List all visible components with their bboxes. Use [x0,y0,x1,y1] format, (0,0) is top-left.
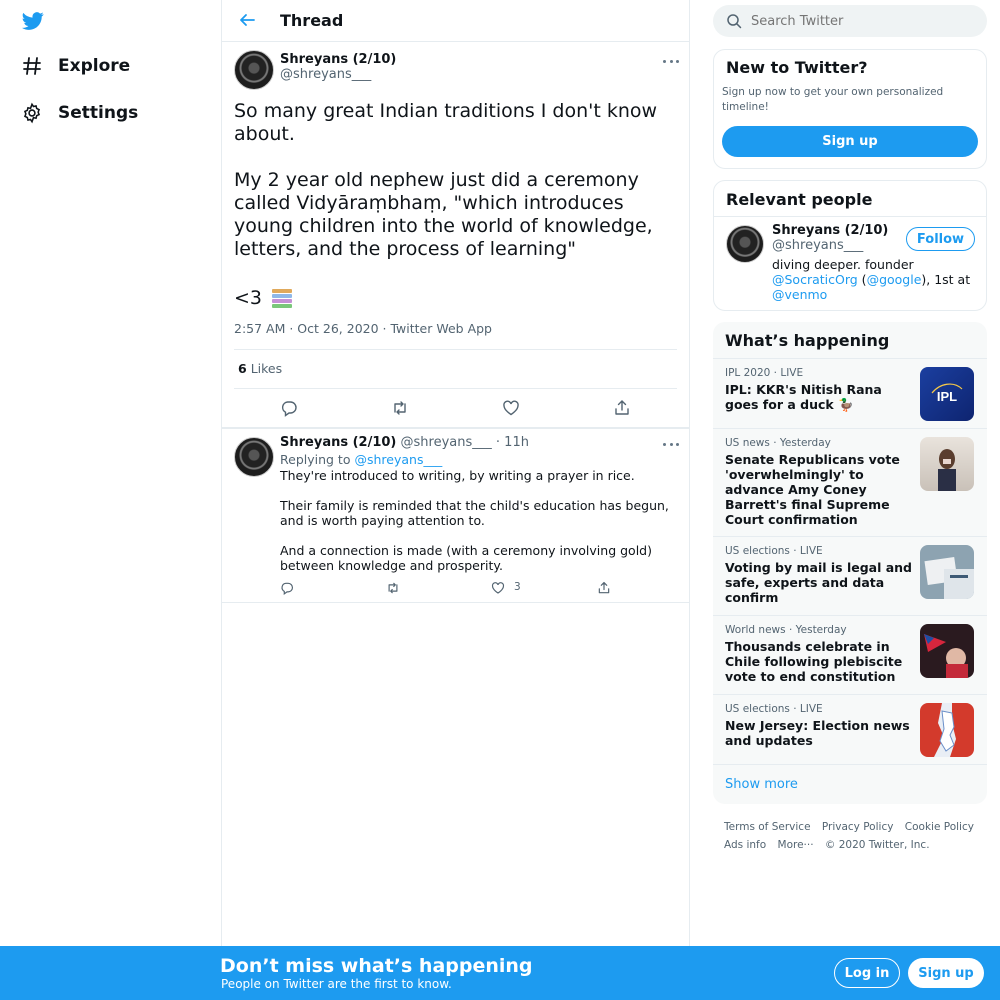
trend-item[interactable] [713,358,987,428]
likes-label: Likes [250,361,283,376]
nav-settings[interactable] [21,102,138,124]
bio-link-google[interactable]: @google [866,272,922,287]
left-nav [0,0,221,946]
trend-thumbnail [920,437,974,491]
nav-explore[interactable] [21,55,130,77]
banner-title: Don’t miss what’s happening [220,955,533,977]
new-to-twitter-card [713,49,987,169]
thread-header [222,0,689,42]
trend-meta: World news · Yesterday [725,624,847,636]
replying-prefix: Replying to [280,452,351,467]
search-input[interactable] [751,14,951,29]
likes-count[interactable] [238,361,282,376]
reply-tweet[interactable] [222,428,689,603]
replying-to [280,452,442,467]
whats-happening-card [713,322,987,804]
card-subtitle: Sign up now to get your own personalized timeline! [722,86,944,113]
reply-header [280,435,529,450]
divider [234,388,677,389]
nav-explore-label: Explore [58,56,131,76]
login-button[interactable]: Log in [834,958,900,988]
follow-button[interactable]: Follow [906,227,975,251]
svg-text:IPL: IPL [936,389,958,404]
retweet-icon[interactable] [391,399,409,417]
tweet-timestamp[interactable]: 2:57 AM · Oct 26, 2020 · Twitter Web App [234,321,492,336]
divider [234,349,677,350]
card-title: Relevant people [726,190,873,209]
divider [713,764,987,765]
trend-thumbnail [920,545,974,599]
back-arrow-icon[interactable] [238,11,256,29]
trend-meta: IPL 2020 · LIVE [725,367,804,379]
search-bar[interactable] [713,5,987,37]
reply-actions [280,581,610,597]
divider [714,216,986,217]
trend-meta: US elections · LIVE [725,545,823,557]
avatar[interactable] [234,50,274,90]
person-handle[interactable]: @shreyans___ [772,238,864,253]
banner-subtitle: People on Twitter are the first to know. [221,977,452,991]
trend-item[interactable] [713,428,987,536]
main-tweet [222,42,689,428]
page-title: Thread [280,11,344,30]
tweet-actions [234,399,677,419]
trend-headline: Voting by mail is legal and safe, experts and data confirm [725,560,913,605]
share-icon[interactable] [613,399,631,417]
person-name[interactable]: Shreyans (2/10) [772,223,889,238]
retweet-icon[interactable] [386,581,400,595]
reply-time[interactable]: · 11h [495,435,529,450]
trend-thumbnail [920,703,974,757]
reply-icon[interactable] [280,399,298,417]
bio-text: diving deeper. founder [772,257,914,272]
nav-settings-label: Settings [58,103,139,123]
hashtag-icon [21,55,43,77]
footer-privacy-link[interactable]: Privacy Policy [821,821,894,833]
author-handle[interactable]: @shreyans___ [400,435,492,450]
card-title: What’s happening [725,331,890,350]
avatar[interactable] [726,225,764,263]
trend-item[interactable] [713,536,987,615]
trend-meta: US news · Yesterday [725,437,831,449]
bio-text: ), 1st at [921,272,971,287]
avatar[interactable] [234,437,274,477]
likes-number: 6 [238,361,247,376]
author-handle[interactable]: @shreyans___ [280,67,372,82]
bio-text: ( [857,272,867,287]
footer-links [724,818,984,854]
gear-icon [21,102,43,124]
trend-meta: US elections · LIVE [725,703,823,715]
footer-ads-link[interactable]: Ads info [724,839,767,851]
card-title: New to Twitter? [726,58,868,77]
author-block [280,52,396,82]
author-name[interactable]: Shreyans (2/10) [280,52,397,67]
trend-item[interactable] [713,615,987,694]
heart-text: <3 [234,287,263,309]
trend-item[interactable] [713,694,987,764]
footer-more-link[interactable]: More··· [777,839,814,851]
books-emoji-icon [272,288,292,308]
like-count: 3 [514,581,521,593]
bio-link-venmo[interactable]: @venmo [772,287,828,302]
like-icon[interactable] [502,399,520,417]
trend-headline: Senate Republicans vote 'overwhelmingly' to advance Amy Coney Barrett's final Supreme Court confirmation [725,452,900,527]
banner-signup-button[interactable]: Sign up [908,958,984,988]
signup-button[interactable]: Sign up [722,126,978,157]
footer-cookie-link[interactable]: Cookie Policy [904,821,974,833]
more-options-icon[interactable] [663,441,679,447]
trend-headline: Thousands celebrate in Chile following plebiscite vote to end constitution [725,639,903,684]
like-icon[interactable] [491,581,505,595]
replying-to-link[interactable]: @shreyans___ [354,452,443,467]
trend-headline: IPL: KKR's Nitish Rana goes for a duck 🦆 [725,382,882,412]
reply-icon[interactable] [280,581,294,595]
twitter-bird-icon[interactable] [21,10,45,32]
trend-thumbnail [920,367,974,421]
reply-text: They're introduced to writing, by writing a prayer in rice. Their family is reminded that the child's education has begun, and is worth paying attention to. And a connection is made (with a ceremony involving gold) between knowledge and prosperity. [280,468,669,573]
footer-terms-link[interactable]: Terms of Service [724,821,811,833]
share-icon[interactable] [597,581,611,595]
more-options-icon[interactable] [663,58,679,64]
bio-link-socratic[interactable]: @SocraticOrg [772,272,858,287]
person-bio [772,257,972,302]
tweet-text-heart [234,287,292,309]
trend-headline: New Jersey: Election news and updates [725,718,910,748]
search-icon [726,13,742,29]
trend-thumbnail [920,624,974,678]
thread-column [221,0,690,946]
footer-copyright: © 2020 Twitter, Inc. [824,839,930,851]
show-more-link[interactable]: Show more [725,777,798,792]
tweet-text: So many great Indian traditions I don't know about. My 2 year old nephew just did a ceremony called Vidyāraṃbhaṃ, "which introduces young children into the world of knowledge, letters, and the process of learning" [234,100,658,260]
relevant-people-card [713,180,987,311]
author-name[interactable]: Shreyans (2/10) [280,435,397,450]
